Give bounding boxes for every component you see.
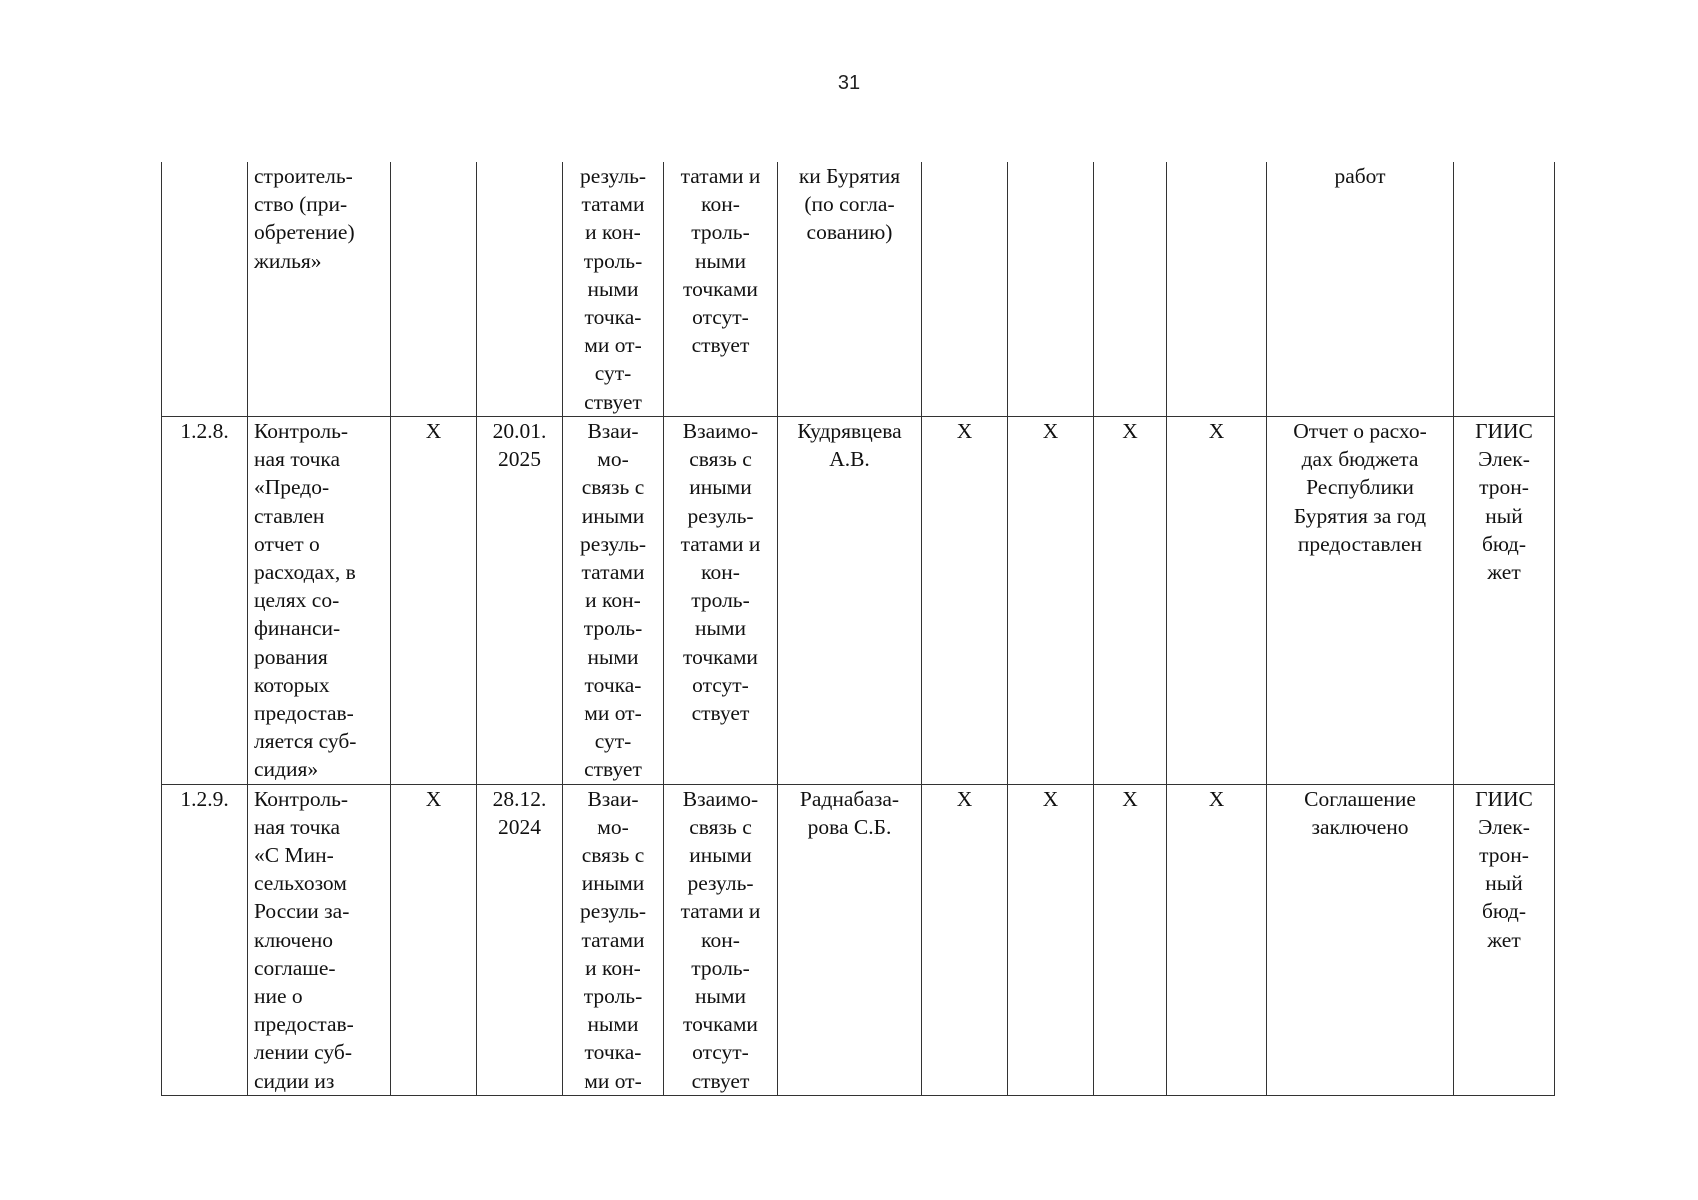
row-date (477, 162, 563, 417)
cell-col6: татами и кон- троль- ными точками отсут- ствует (664, 162, 778, 417)
cell-col6: Взаимо- связь с иными резуль- татами и кон- троль- ными точками отсут- ствует (664, 417, 778, 785)
cell-col10 (1094, 162, 1167, 417)
cell-col6: Взаимо- связь с иными резуль- татами и кон- троль- ными точками отсут- ствует (664, 784, 778, 1095)
table-row (162, 784, 1555, 1095)
cell-col9 (1008, 162, 1094, 417)
row-name: Контроль- ная точка «Предо- ставлен отчет о расходах, в целях со- финанси- рования которых предостав- ляется суб- сидия» (248, 417, 391, 785)
cell-col8: Х (922, 784, 1008, 1095)
row-name: Контроль- ная точка «С Мин- сельхозом России за- ключено соглаше- ние о предостав- лении суб- сидии из (248, 784, 391, 1095)
row-number: 1.2.9. (162, 784, 248, 1095)
row-result: Отчет о расхо- дах бюджета Республики Бурятия за год предоставлен (1267, 417, 1454, 785)
cell-col11: Х (1167, 417, 1267, 785)
cell-col5: резуль- татами и кон- троль- ными точка- ми от- сут- ствует (563, 162, 664, 417)
cell-col11 (1167, 162, 1267, 417)
row-responsible: ки Бурятия (по согла- сованию) (778, 162, 922, 417)
cell-col10: Х (1094, 417, 1167, 785)
cell-col3 (391, 162, 477, 417)
cell-col8: Х (922, 417, 1008, 785)
row-responsible: Раднабаза- рова С.Б. (778, 784, 922, 1095)
row-name: строитель- ство (при- обретение) жилья» (248, 162, 391, 417)
cell-col11: Х (1167, 784, 1267, 1095)
page-number: 31 (837, 72, 861, 94)
row-date: 28.12. 2024 (477, 784, 563, 1095)
cell-col5: Взаи- мо- связь с иными резуль- татами и кон- троль- ными точка- ми от- (563, 784, 664, 1095)
row-number (162, 162, 248, 417)
row-result: Соглашение заключено (1267, 784, 1454, 1095)
row-responsible: Кудрявцева А.В. (778, 417, 922, 785)
row-system (1454, 162, 1555, 417)
row-result: работ (1267, 162, 1454, 417)
table-row (162, 162, 1555, 417)
row-system: ГИИС Элек- трон- ный бюд- жет (1454, 784, 1555, 1095)
row-date: 20.01. 2025 (477, 417, 563, 785)
cell-col5: Взаи- мо- связь с иными резуль- татами и кон- троль- ными точка- ми от- сут- ствует (563, 417, 664, 785)
cell-col3: Х (391, 417, 477, 785)
cell-col9: Х (1008, 417, 1094, 785)
table-row (162, 417, 1555, 785)
cell-col10: Х (1094, 784, 1167, 1095)
cell-col3: Х (391, 784, 477, 1095)
row-number: 1.2.8. (162, 417, 248, 785)
cell-col8 (922, 162, 1008, 417)
plan-table (161, 162, 1555, 1096)
cell-col9: Х (1008, 784, 1094, 1095)
row-system: ГИИС Элек- трон- ный бюд- жет (1454, 417, 1555, 785)
